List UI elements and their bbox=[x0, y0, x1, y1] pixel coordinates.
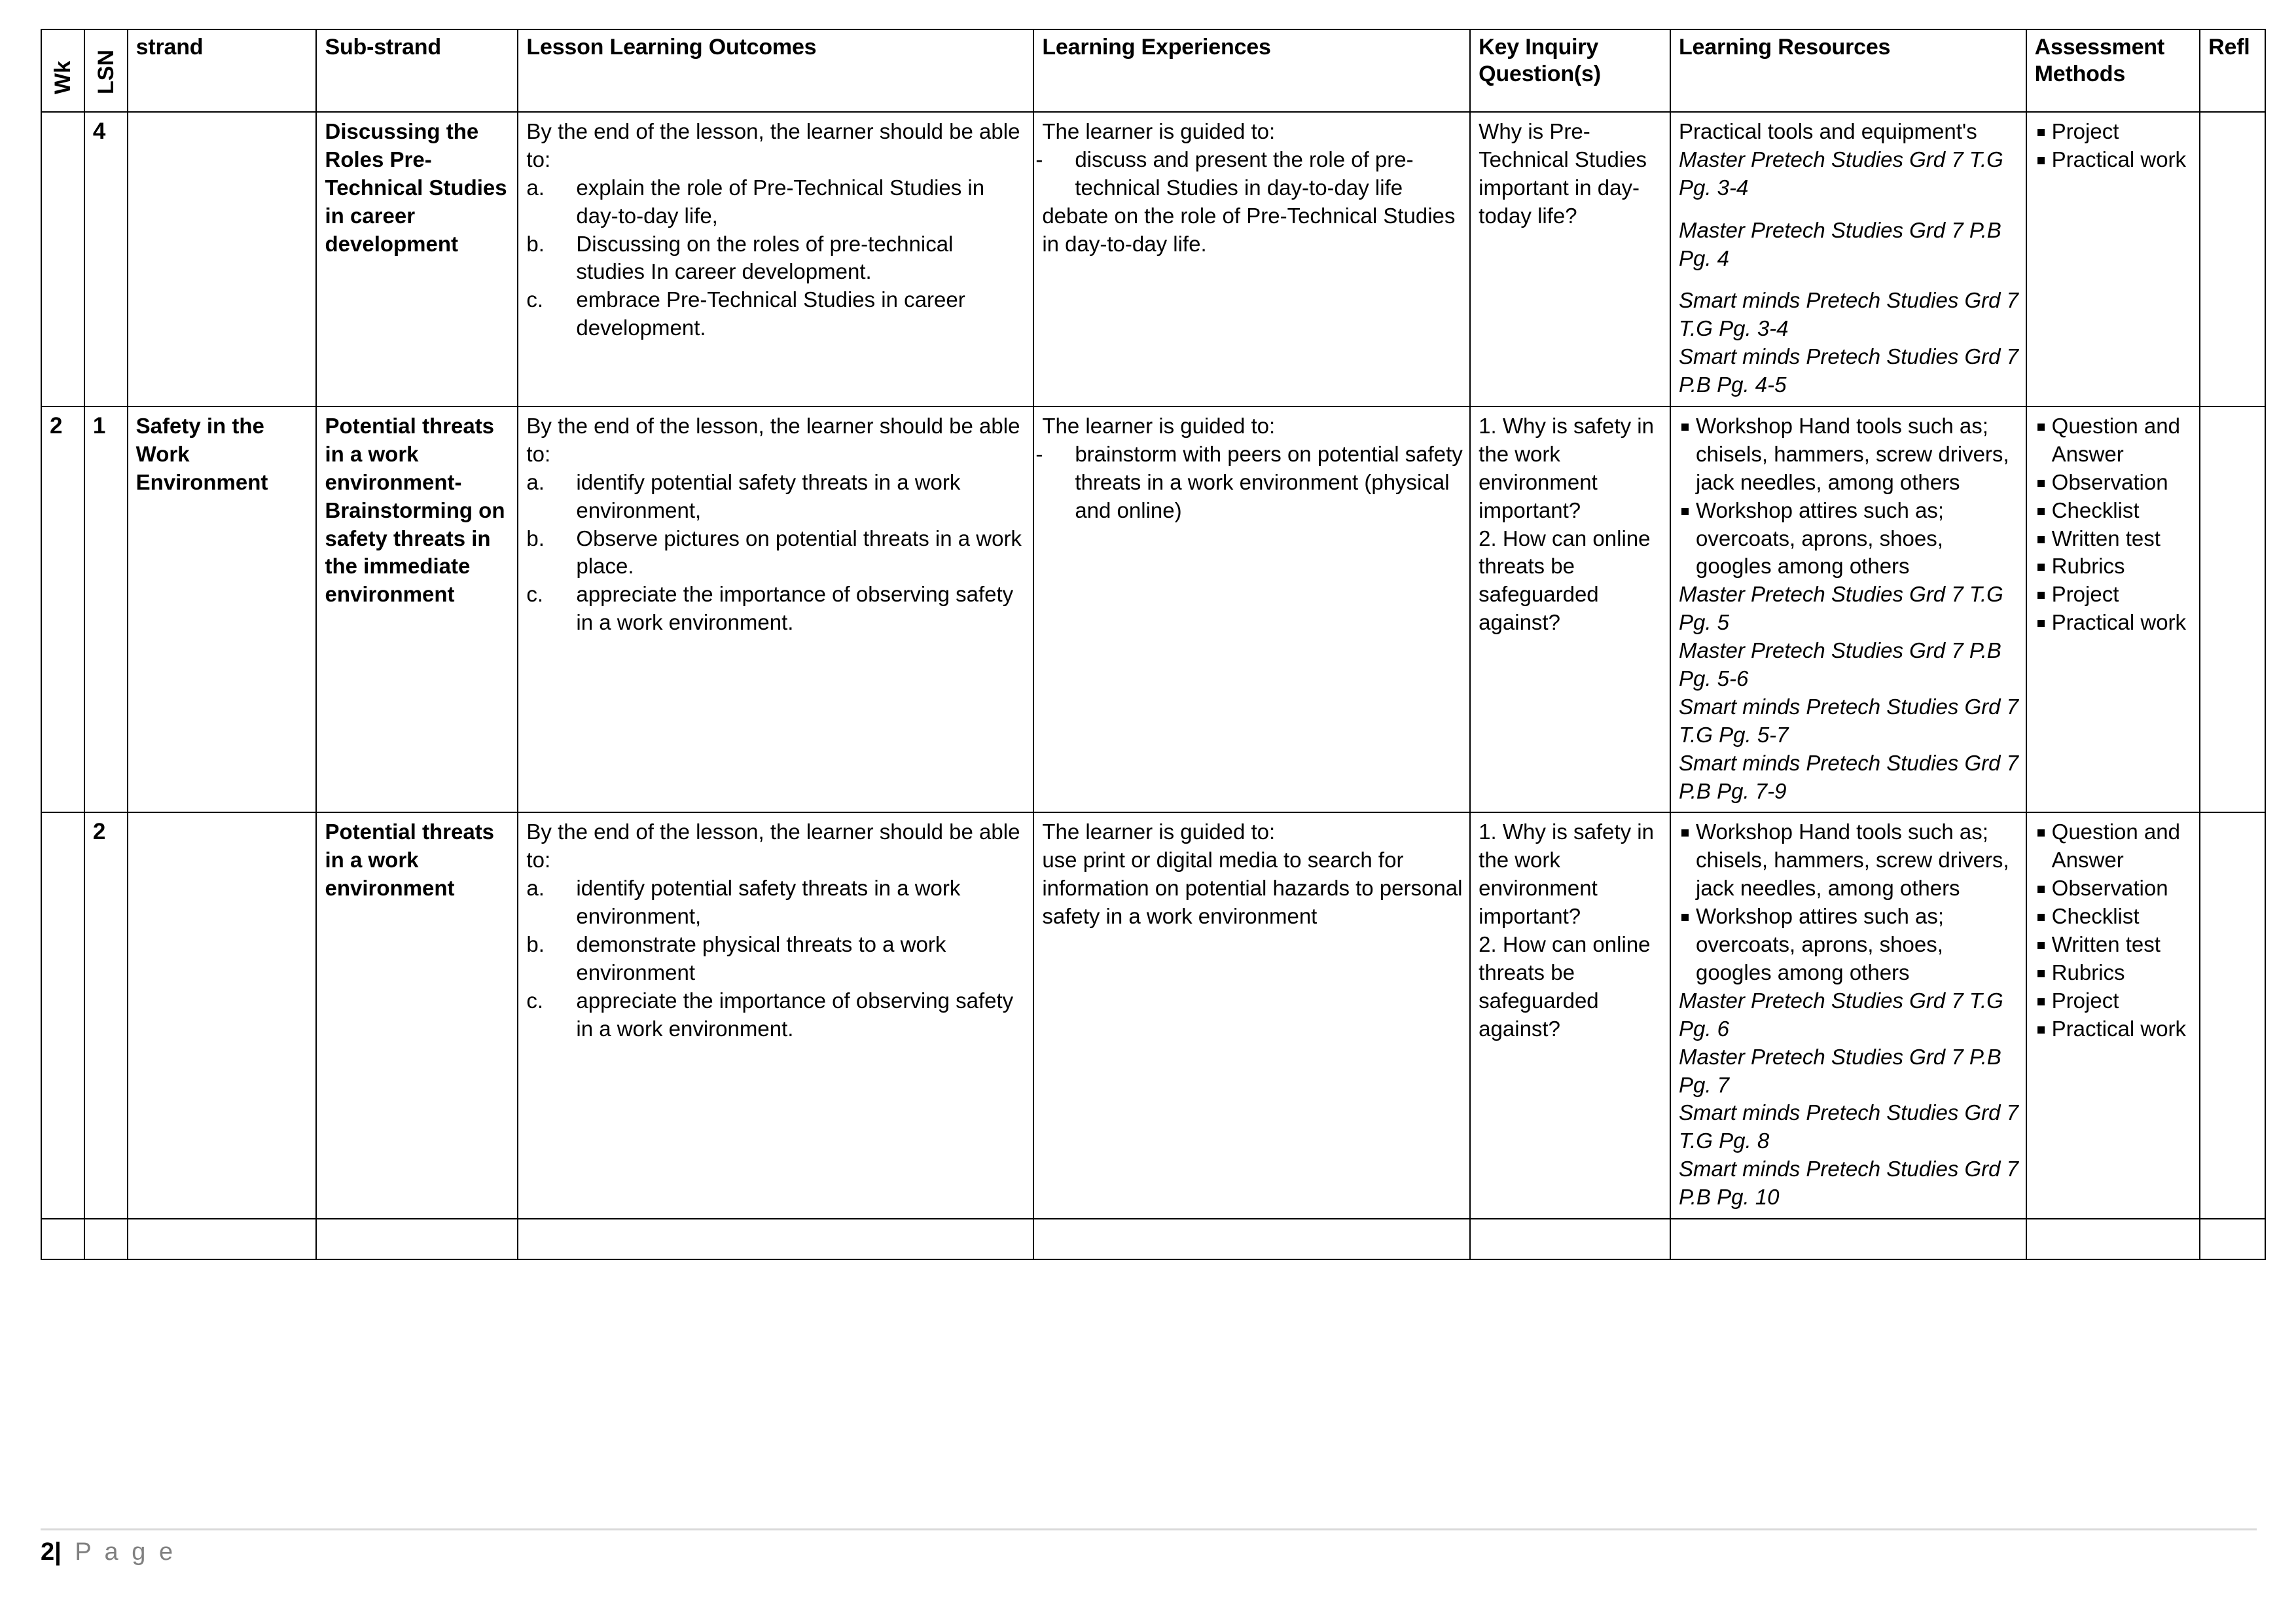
resource-reference: Smart minds Pretech Studies Grd 7 P.B Pg. 7-9 bbox=[1678, 750, 2019, 803]
outcome-text: explain the role of Pre-Technical Studies in day-to-day life, bbox=[576, 175, 985, 228]
cell-key-inquiry-questions bbox=[1470, 812, 1670, 1218]
resource-reference: Master Pretech Studies Grd 7 P.B Pg. 5-6 bbox=[1678, 638, 2001, 691]
resources-heading: Practical tools and equipment's bbox=[1678, 119, 1977, 143]
outcome-item bbox=[526, 174, 1026, 230]
cell-strand bbox=[128, 406, 317, 812]
resource-reference: Master Pretech Studies Grd 7 P.B Pg. 4 bbox=[1678, 217, 2001, 270]
outcome-marker: b. bbox=[526, 932, 545, 957]
outcome-item bbox=[526, 469, 1026, 525]
outcome-item bbox=[526, 525, 1026, 581]
outcome-text: appreciate the importance of observing safety in a work environment. bbox=[576, 582, 1014, 635]
cell-learning-experiences bbox=[1033, 1219, 1470, 1259]
experiences-plain-text: use print or digital media to search for information on potential hazards to personal safety in a work environment bbox=[1042, 848, 1463, 929]
footer-page-number: 2 bbox=[41, 1538, 55, 1566]
header-label-strand: strand bbox=[135, 35, 204, 60]
cell-refl bbox=[2200, 1219, 2265, 1259]
cell-sub-strand bbox=[316, 812, 518, 1218]
outcome-text: identify potential safety threats in a work environment, bbox=[576, 469, 961, 522]
outcome-item bbox=[526, 875, 1026, 931]
outcomes-list bbox=[526, 174, 1026, 342]
lesson-number bbox=[93, 1225, 120, 1226]
key-inquiry-question: 1. Why is safety in the work environment important? bbox=[1479, 820, 1654, 929]
outcome-item bbox=[526, 230, 1026, 287]
resource-reference: Smart minds Pretech Studies Grd 7 P.B Pg. 4-5 bbox=[1678, 344, 2019, 397]
table-row bbox=[41, 406, 2265, 812]
assessment-method-item: Rubrics bbox=[2035, 959, 2193, 987]
header-label-assessment-methods: Assessment Methods bbox=[2034, 35, 2164, 87]
footer-divider bbox=[41, 1528, 2257, 1530]
experiences-intro: The learner is guided to: bbox=[1042, 414, 1276, 439]
experiences-bullet-item bbox=[1035, 146, 1463, 202]
key-inquiry-question: Why is Pre-Technical Studies important in day-today life? bbox=[1479, 119, 1647, 228]
outcome-text: Discussing on the roles of pre-technical studies In career development. bbox=[576, 231, 954, 284]
resource-bullet-item: Workshop attires such as; overcoats, aprons, shoes, googles among others bbox=[1679, 497, 2019, 581]
header-cell-lesson-learning-outcomes bbox=[518, 29, 1033, 112]
assessment-method-list bbox=[2035, 412, 2193, 637]
strand-text: Safety in the Work Environment bbox=[135, 414, 268, 494]
cell-assessment-methods bbox=[2026, 406, 2200, 812]
cell-wk bbox=[41, 112, 84, 406]
week-number bbox=[50, 118, 77, 119]
cell-strand bbox=[128, 112, 317, 406]
header-cell-refl bbox=[2200, 29, 2265, 112]
table-row bbox=[41, 1219, 2265, 1259]
resources-reference-list bbox=[1679, 987, 2019, 1212]
resources-reference-list bbox=[1679, 581, 2019, 805]
header-cell-key-inquiry-questions bbox=[1470, 29, 1670, 112]
assessment-method-item: Project bbox=[2035, 118, 2193, 146]
assessment-method-item: Checklist bbox=[2035, 497, 2193, 525]
header-cell-lsn bbox=[84, 29, 128, 112]
outcome-text: identify potential safety threats in a work environment, bbox=[576, 876, 961, 929]
assessment-method-item: Observation bbox=[2035, 875, 2193, 903]
key-inquiry-question: 2. How can online threats be safeguarded against? bbox=[1479, 932, 1651, 1041]
table-row bbox=[41, 812, 2265, 1218]
cell-sub-strand bbox=[316, 112, 518, 406]
resource-reference: Smart minds Pretech Studies Grd 7 T.G Pg. 3-4 bbox=[1678, 288, 2019, 341]
outcome-marker: b. bbox=[526, 526, 545, 550]
header-label-lsn: LSN bbox=[93, 50, 118, 94]
spacer bbox=[1679, 202, 2019, 217]
header-label-refl: Refl bbox=[2208, 35, 2250, 60]
header-cell-learning-experiences bbox=[1033, 29, 1470, 112]
outcomes-list bbox=[526, 875, 1026, 1043]
key-inquiry-question: 1. Why is safety in the work environment important? bbox=[1479, 414, 1654, 522]
table-body bbox=[41, 112, 2265, 1259]
resource-reference: Master Pretech Studies Grd 7 T.G Pg. 5 bbox=[1678, 582, 2003, 635]
cell-lsn bbox=[84, 1219, 128, 1259]
cell-learning-resources bbox=[1670, 406, 2026, 812]
cell-wk bbox=[41, 406, 84, 812]
week-number bbox=[50, 818, 77, 820]
header-label-sub-strand: Sub-strand bbox=[325, 35, 441, 60]
cell-wk bbox=[41, 812, 84, 1218]
scheme-of-work-table bbox=[41, 29, 2266, 1260]
cell-sub-strand bbox=[316, 1219, 518, 1259]
resource-bullet-item: Workshop Hand tools such as; chisels, hammers, screw drivers, jack needles, among others bbox=[1679, 412, 2019, 497]
cell-lesson-learning-outcomes bbox=[518, 812, 1033, 1218]
outcome-item bbox=[526, 931, 1026, 987]
experiences-bullet-text: discuss and present the role of pre-technical Studies in day-to-day life bbox=[1075, 147, 1414, 200]
cell-wk bbox=[41, 1219, 84, 1259]
cell-lesson-learning-outcomes bbox=[518, 406, 1033, 812]
outcomes-intro: By the end of the lesson, the learner should be able to: bbox=[526, 414, 1020, 466]
cell-learning-resources bbox=[1670, 112, 2026, 406]
header-cell-strand bbox=[128, 29, 317, 112]
outcome-marker: c. bbox=[526, 582, 544, 607]
outcomes-intro: By the end of the lesson, the learner should be able to: bbox=[526, 820, 1020, 873]
cell-refl bbox=[2200, 406, 2265, 812]
assessment-method-item: Written test bbox=[2035, 525, 2193, 553]
header-label-learning-experiences: Learning Experiences bbox=[1042, 35, 1271, 60]
sub-strand-text: Discussing the Roles Pre-Technical Studies in career development bbox=[325, 119, 507, 256]
header-label-learning-resources: Learning Resources bbox=[1678, 35, 1891, 60]
resources-reference-list bbox=[1679, 146, 2019, 399]
assessment-method-item: Project bbox=[2035, 987, 2193, 1015]
experiences-bullet-text: brainstorm with peers on potential safety threats in a work environment (physical and online) bbox=[1075, 441, 1463, 522]
outcome-marker: a. bbox=[526, 175, 545, 200]
outcome-item bbox=[526, 286, 1026, 342]
assessment-method-item: Project bbox=[2035, 581, 2193, 609]
experiences-plain-text: debate on the role of Pre-Technical Studies in day-to-day life. bbox=[1042, 203, 1456, 256]
assessment-method-list bbox=[2035, 118, 2193, 174]
cell-assessment-methods bbox=[2026, 1219, 2200, 1259]
header-cell-sub-strand bbox=[316, 29, 518, 112]
cell-assessment-methods bbox=[2026, 112, 2200, 406]
assessment-method-item: Written test bbox=[2035, 931, 2193, 959]
assessment-method-list bbox=[2035, 818, 2193, 1043]
sub-strand-text: Potential threats in a work environment bbox=[325, 820, 495, 901]
header-label-wk: Wk bbox=[50, 61, 75, 94]
week-number bbox=[50, 1225, 77, 1226]
header-cell-wk bbox=[41, 29, 84, 112]
cell-strand bbox=[128, 1219, 317, 1259]
outcome-marker: a. bbox=[526, 876, 545, 901]
outcome-marker: c. bbox=[526, 287, 544, 312]
footer-separator: | bbox=[54, 1538, 65, 1566]
header-cell-learning-resources bbox=[1670, 29, 2026, 112]
resource-bullet-item: Workshop attires such as; overcoats, aprons, shoes, googles among others bbox=[1679, 903, 2019, 987]
footer-page-label: P a g e bbox=[75, 1538, 177, 1566]
cell-lsn bbox=[84, 112, 128, 406]
outcome-text: Observe pictures on potential threats in a work place. bbox=[576, 526, 1022, 579]
outcome-text: appreciate the importance of observing safety in a work environment. bbox=[576, 988, 1014, 1041]
cell-learning-experiences bbox=[1033, 812, 1470, 1218]
cell-lesson-learning-outcomes bbox=[518, 112, 1033, 406]
outcome-marker: c. bbox=[526, 988, 544, 1013]
page-footer bbox=[41, 1538, 176, 1566]
lesson-number: 2 bbox=[92, 819, 106, 845]
cell-strand bbox=[128, 812, 317, 1218]
cell-assessment-methods bbox=[2026, 812, 2200, 1218]
cell-lesson-learning-outcomes bbox=[518, 1219, 1033, 1259]
experiences-bullet-item bbox=[1035, 441, 1463, 525]
resources-bullet-list bbox=[1679, 412, 2019, 581]
resource-reference: Smart minds Pretech Studies Grd 7 T.G Pg. 8 bbox=[1678, 1100, 2019, 1153]
cell-key-inquiry-questions bbox=[1470, 406, 1670, 812]
header-label-key-inquiry-questions: Key Inquiry Question(s) bbox=[1479, 35, 1601, 87]
key-inquiry-question: 2. How can online threats be safeguarded against? bbox=[1479, 526, 1651, 635]
resource-reference: Master Pretech Studies Grd 7 T.G Pg. 3-4 bbox=[1678, 147, 2003, 200]
resource-reference: Smart minds Pretech Studies Grd 7 P.B Pg. 10 bbox=[1678, 1157, 2019, 1210]
experiences-intro: The learner is guided to: bbox=[1042, 119, 1276, 143]
resource-reference: Master Pretech Studies Grd 7 P.B Pg. 7 bbox=[1678, 1044, 2001, 1097]
outcome-text: embrace Pre-Technical Studies in career development. bbox=[576, 287, 965, 340]
resource-reference: Master Pretech Studies Grd 7 T.G Pg. 6 bbox=[1678, 988, 2003, 1041]
header-label-lesson-learning-outcomes: Lesson Learning Outcomes bbox=[526, 35, 817, 60]
lesson-number: 4 bbox=[92, 118, 106, 144]
assessment-method-item: Checklist bbox=[2035, 903, 2193, 931]
assessment-method-item: Practical work bbox=[2035, 146, 2193, 174]
cell-key-inquiry-questions bbox=[1470, 1219, 1670, 1259]
outcomes-intro: By the end of the lesson, the learner should be able to: bbox=[526, 119, 1020, 171]
table-header-row bbox=[41, 29, 2265, 112]
dash-bullet-icon: - bbox=[1035, 147, 1043, 171]
cell-lsn bbox=[84, 406, 128, 812]
cell-refl bbox=[2200, 812, 2265, 1218]
assessment-method-item: Practical work bbox=[2035, 1015, 2193, 1043]
cell-learning-resources bbox=[1670, 812, 2026, 1218]
table-row bbox=[41, 112, 2265, 406]
cell-key-inquiry-questions bbox=[1470, 112, 1670, 406]
cell-lsn bbox=[84, 812, 128, 1218]
dash-bullet-icon: - bbox=[1035, 441, 1043, 466]
assessment-method-item: Question and Answer bbox=[2035, 412, 2193, 469]
outcome-item bbox=[526, 987, 1026, 1043]
cell-refl bbox=[2200, 112, 2265, 406]
resource-bullet-item: Workshop Hand tools such as; chisels, hammers, screw drivers, jack needles, among others bbox=[1679, 818, 2019, 903]
sub-strand-text: Potential threats in a work environment-Brainstorming on safety threats in the immediate environment bbox=[325, 414, 505, 607]
cell-learning-resources bbox=[1670, 1219, 2026, 1259]
cell-learning-experiences bbox=[1033, 406, 1470, 812]
week-number: 2 bbox=[50, 413, 63, 439]
spacer bbox=[1679, 272, 2019, 287]
outcome-text: demonstrate physical threats to a work environment bbox=[576, 932, 946, 984]
cell-sub-strand bbox=[316, 406, 518, 812]
outcome-marker: a. bbox=[526, 469, 545, 494]
outcome-marker: b. bbox=[526, 231, 545, 256]
assessment-method-item: Practical work bbox=[2035, 609, 2193, 637]
assessment-method-item: Observation bbox=[2035, 469, 2193, 497]
resource-reference: Smart minds Pretech Studies Grd 7 T.G Pg. 5-7 bbox=[1678, 694, 2019, 747]
resources-bullet-list bbox=[1679, 818, 2019, 986]
cell-learning-experiences bbox=[1033, 112, 1470, 406]
lesson-number: 1 bbox=[92, 413, 106, 439]
assessment-method-item: Question and Answer bbox=[2035, 818, 2193, 875]
header-cell-assessment-methods bbox=[2026, 29, 2200, 112]
assessment-method-item: Rubrics bbox=[2035, 552, 2193, 581]
outcome-item bbox=[526, 581, 1026, 637]
outcomes-list bbox=[526, 469, 1026, 637]
experiences-intro: The learner is guided to: bbox=[1042, 820, 1276, 844]
